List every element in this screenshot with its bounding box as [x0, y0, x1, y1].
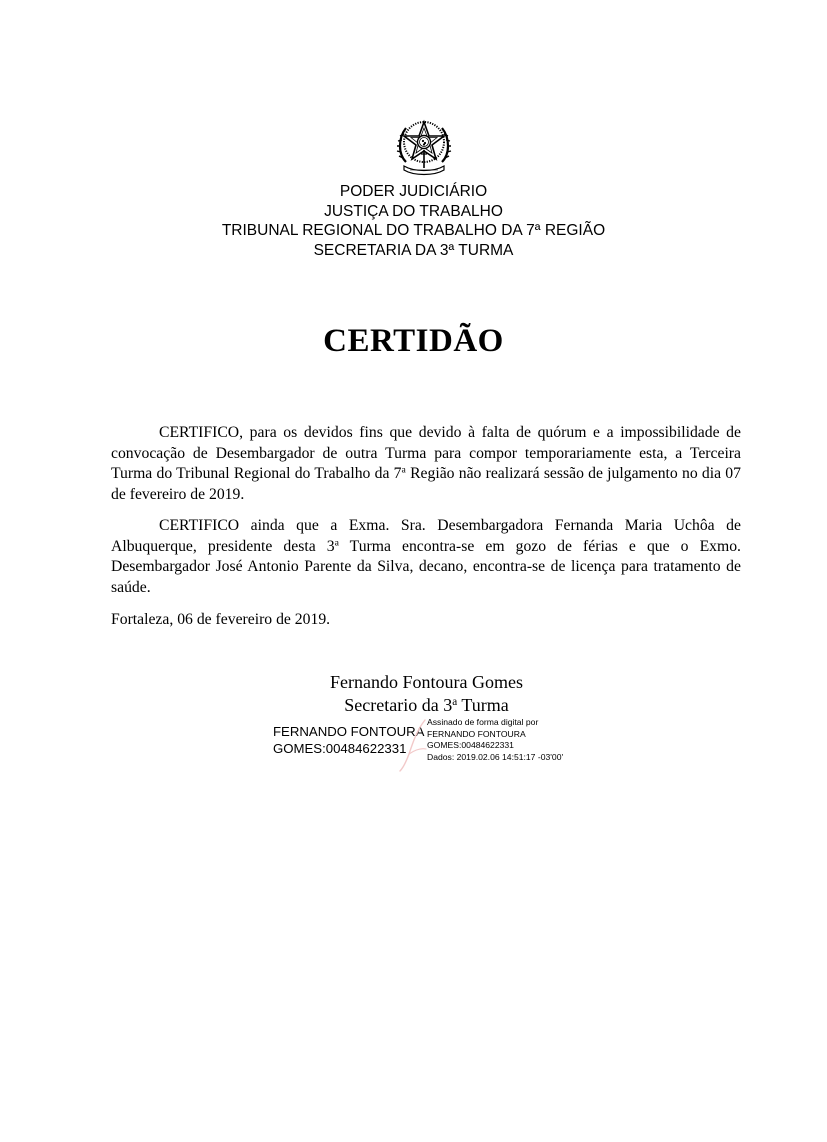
signer-role [0, 694, 827, 717]
paragraph2-text-b: Turma encontra-se em gozo de férias e que o Exmo. Desembargador José Antonio Parente da Silva, decano, encontra-se de licença para tratamento de saúde. [111, 537, 741, 596]
header-line-judiciary: PODER JUDICIÁRIO [339, 183, 488, 200]
paragraph2-ordinal: a [334, 537, 339, 549]
paragraph1-text-b: Região não realizará sessão de julgamento no dia 07 de fevereiro de 2019. [111, 465, 741, 503]
document-title: CERTIDÃO [323, 323, 504, 359]
signer-role-text-b: Turma [457, 695, 509, 715]
place-and-date: Fortaleza, 06 de fevereiro de 2019. [111, 611, 331, 628]
signer-block [0, 671, 827, 717]
digital-signature-name-line1: FERNANDO FONTOURA [273, 724, 425, 739]
signer-role-ordinal: a [452, 695, 458, 708]
paragraph-certify-no-session [111, 423, 741, 505]
digital-signature-detail-line1: Assinado de forma digital por [427, 717, 539, 727]
paragraph1-ordinal: a [401, 464, 406, 476]
brasil-coat-of-arms-icon [392, 114, 456, 178]
paragraph2-text-a: CERTIFICO ainda que a Exma. Sra. Desembargadora Fernanda Maria Uchôa de Albuquerque, presidente desta 3 [111, 517, 741, 555]
signer-role-text-a: Secretario da 3 [344, 695, 453, 715]
digital-signature-details [427, 717, 563, 763]
digital-signature-detail-line3: GOMES:00484622331 [427, 740, 514, 750]
signature-flourish-icon [395, 716, 431, 774]
digital-signature-detail-line4: Dados: 2019.02.06 14:51:17 -03'00' [427, 751, 564, 762]
header-line-tribunal: TRIBUNAL REGIONAL DO TRABALHO DA 7ª REGIÃO [221, 222, 606, 239]
paragraph-certify-absences [111, 516, 741, 598]
paragraph1-text-a: CERTIFICO, para os devidos fins que devido à falta de quórum e a impossibilidade de convocação de Desembargador de outra Turma para compor temporariamente esta, a Terceira Turma do Tribunal Regional do Trabalho da 7 [111, 424, 741, 482]
header-line-labor-justice: JUSTIÇA DO TRABALHO [324, 202, 503, 220]
signer-name: Fernando Fontoura Gomes [330, 672, 523, 692]
header-line-secretariat: SECRETARIA DA 3ª TURMA [313, 241, 514, 259]
court-header [0, 182, 827, 260]
digital-signature-detail-line2: FERNANDO FONTOURA [427, 728, 526, 739]
digital-signature-name-line2: GOMES:00484622331 [273, 741, 407, 756]
